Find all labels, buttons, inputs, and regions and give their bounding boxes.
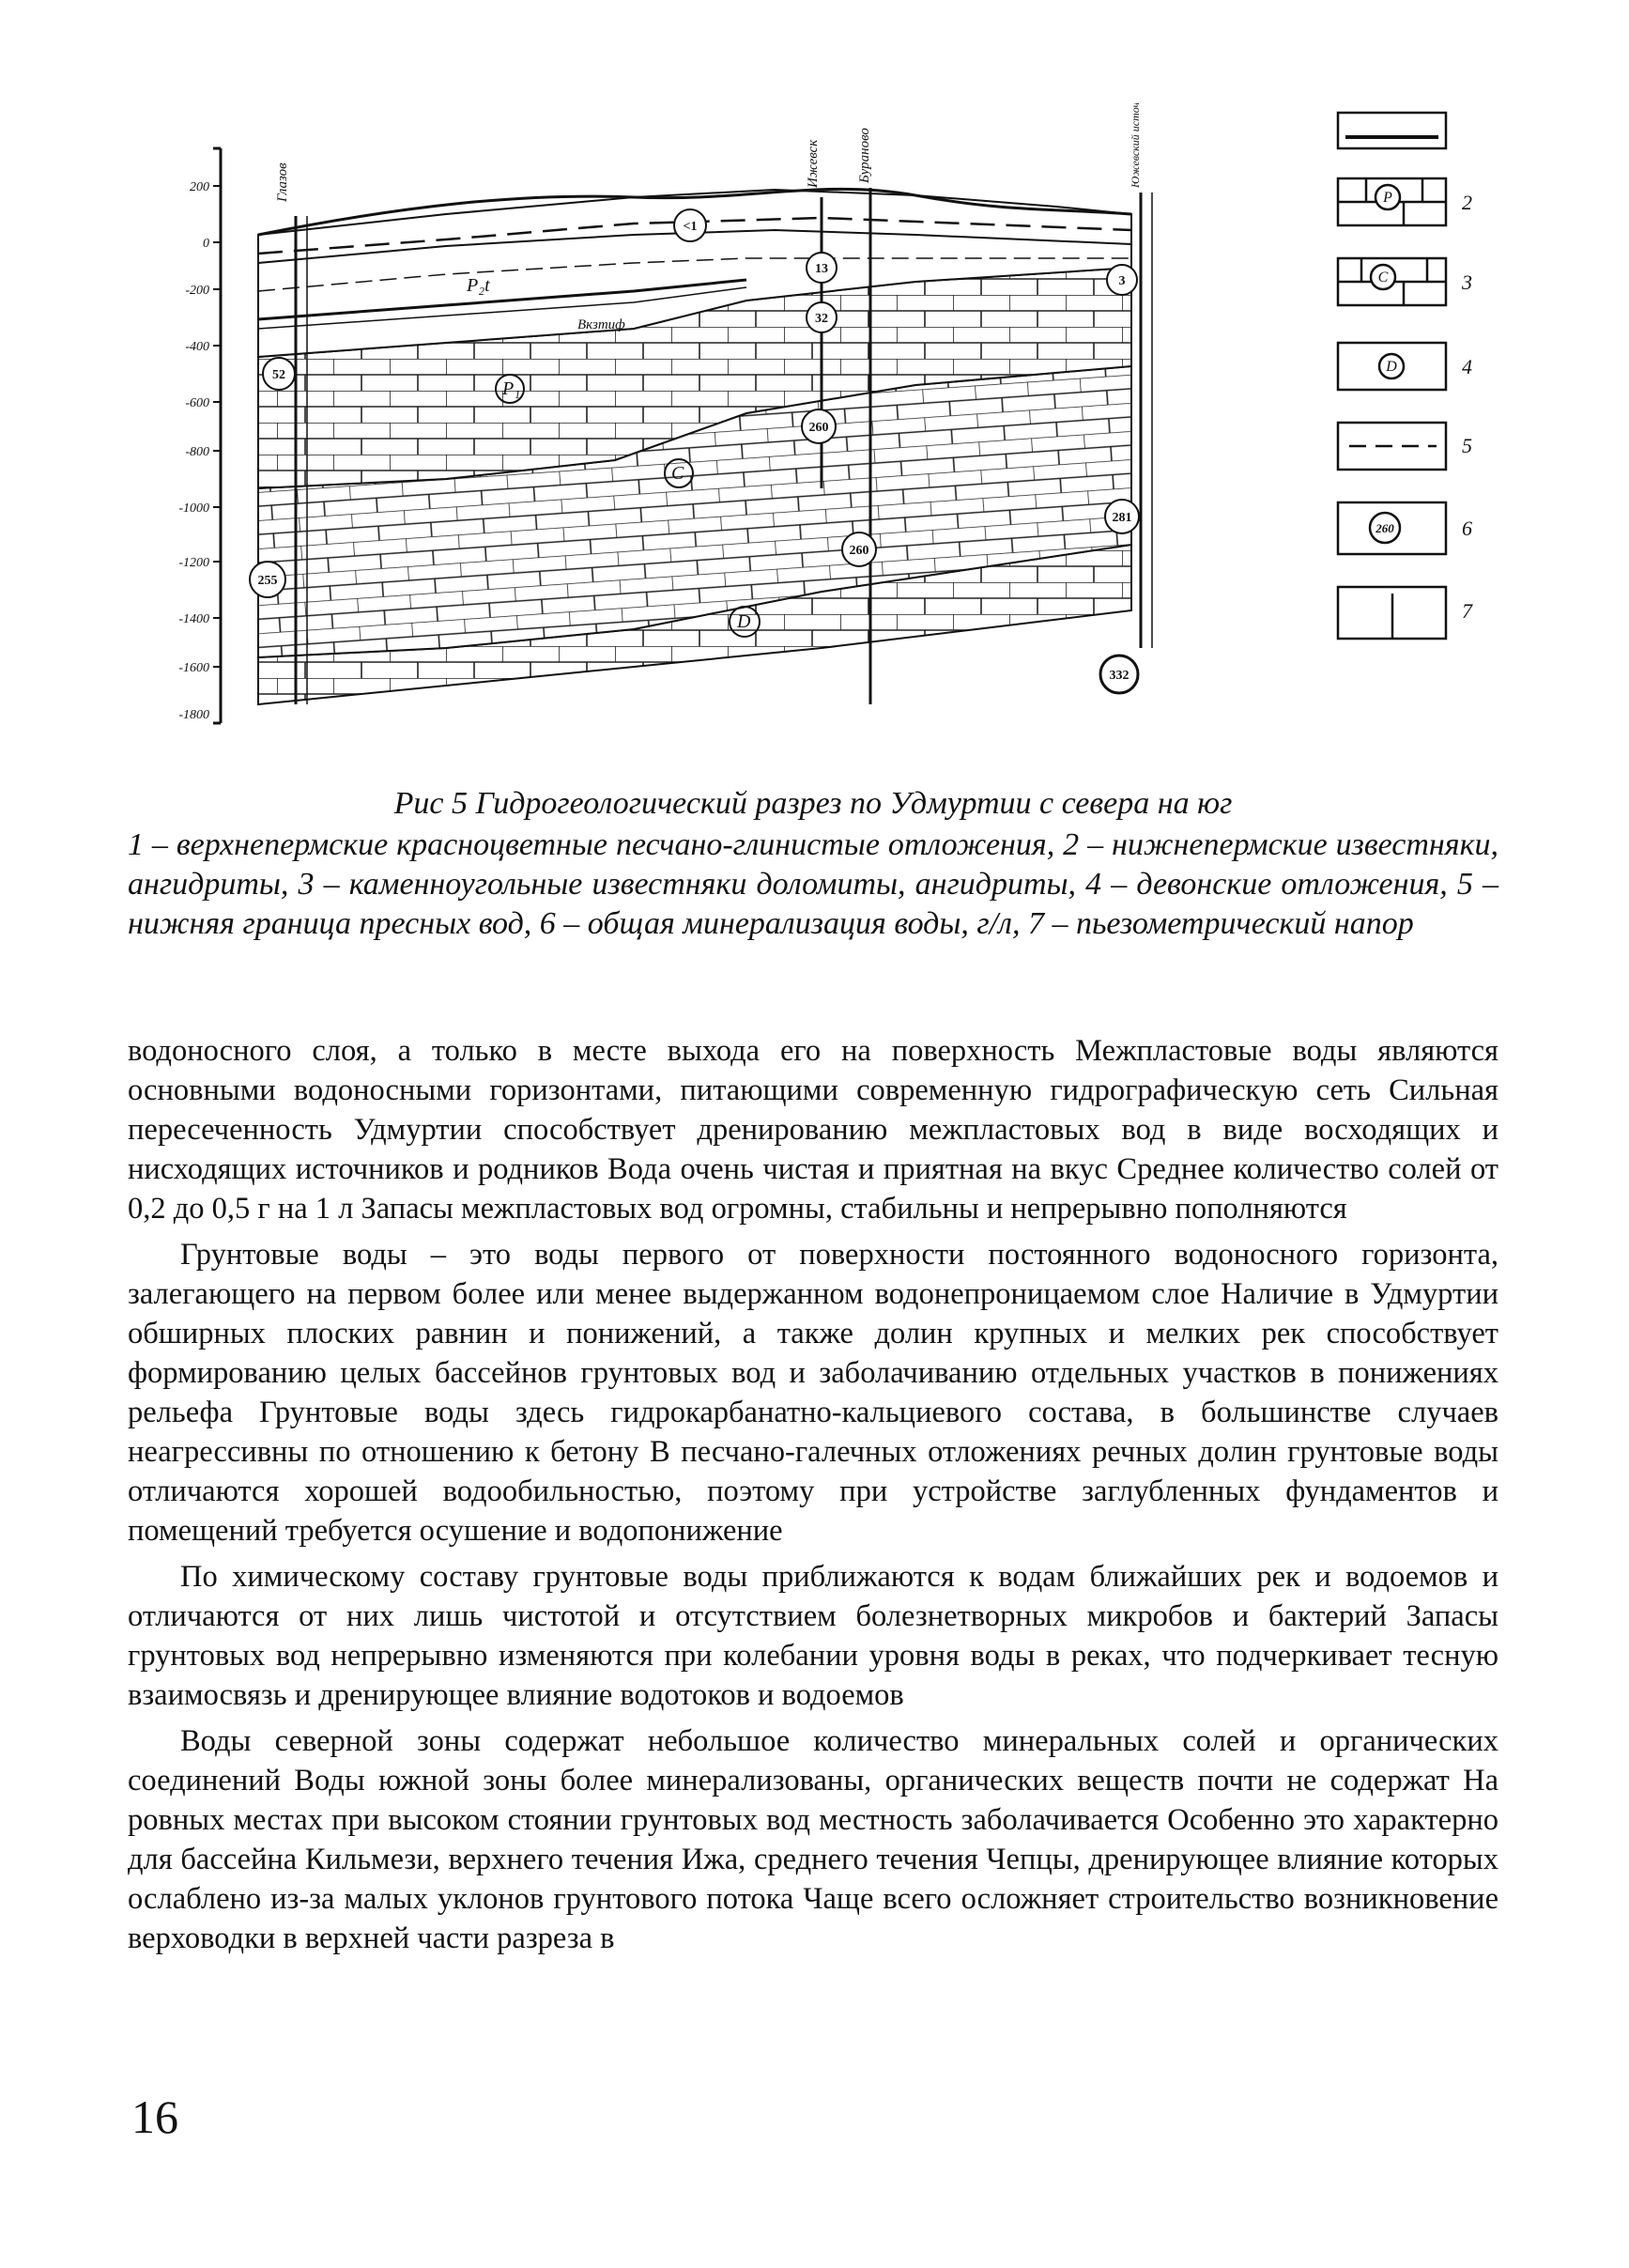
well-label: Глазов xyxy=(275,162,290,202)
depth-label: -1800 xyxy=(178,708,209,722)
mineralization-value: 13 xyxy=(815,262,828,276)
cross-section-drawing xyxy=(164,103,1498,742)
legend-number: 3 xyxy=(1462,270,1472,294)
formation-label: Вкзтиф xyxy=(577,317,625,332)
depth-label: -800 xyxy=(185,445,209,459)
depth-label: -1000 xyxy=(178,501,209,516)
formation-label: P₁ xyxy=(502,378,521,399)
depth-label: 200 xyxy=(190,180,209,194)
mineralization-value: 281 xyxy=(1112,511,1132,525)
caption-text: 1 – верхнепермские красноцветные песчано-глинистые отложения, 2 – нижнепермские известняки, ангидриты, 3 – каменноугольные известняки доломиты, ангидриты, 4 – девонские отложения, 5 – нижняя граница пресных вод, 6 – общая минерализация воды, г/л, 7 – пьезометрический напор xyxy=(128,827,1498,941)
caption-title: Рис 5 Гидрогеологический разрез по Удмуртии с севера на юг xyxy=(393,786,1233,821)
legend-symbol: P xyxy=(1383,190,1392,206)
paragraph: Грунтовые воды – это воды первого от поверхности постоянного водоносного горизонта, залегающего на первом более или менее выдержанном водонепроницаемом слое Наличие в Удмуртии обширных плоских равнин и понижений, а также долин крупных и мелких рек способствует формированию целых бассейнов грунтовых вод и заболачиванию отдельных участков в понижениях рельефа Грунтовые воды здесь гидрокарбанатно-кальциевого состава, в большинстве случаев неагрессивны по отношению к бетону В песчано-галечных отложениях речных долин грунтовые воды отличаются хорошей водообильностью, поэтому при устройстве заглубленных фундаментов и помещений требуется осушение и водопонижение xyxy=(128,1238,1498,1548)
paragraph: Воды северной зоны содержат небольшое количество минеральных солей и органических соединений Воды южной зоны более минерализованы, органических веществ почти не содержат На ровных местах при высоком стоянии грунтовых вод местность заболачивается Особенно это характерно для бассейна Кильмези, верхнего течения Ижа, среднего течения Чепцы, дренирующее влияние которых ослаблено из-за малых уклонов грунтового потока Чаще всего осложняет строительство возникновение верховодки в верхней части разреза в xyxy=(128,1724,1498,1955)
well-label: Бураново xyxy=(857,128,872,183)
legend-number: 4 xyxy=(1462,355,1472,378)
depth-label: -200 xyxy=(185,284,209,298)
page-number: 16 xyxy=(131,2091,178,2143)
depth-label: -1400 xyxy=(178,612,209,626)
legend-number: 5 xyxy=(1462,434,1472,457)
mineralization-value: 52 xyxy=(272,368,285,382)
depth-label: -400 xyxy=(185,340,209,354)
legend-number: 7 xyxy=(1462,599,1472,623)
legend-symbol: D xyxy=(1386,359,1397,375)
legend-number: 2 xyxy=(1462,191,1472,214)
mineralization-value: 3 xyxy=(1118,274,1126,288)
paragraph: водоносного слоя, а только в месте выхода его на поверхность Межпластовые воды являются основными водоносными горизонтами, питающими современную гидрографическую сеть Сильная пересеченность Удмуртии способствует дренированию межпластовых вод в виде восходящих и нисходящих источников и родников Вода очень чистая и приятная на вкус Среднее количество солей от 0,2 до 0,5 г на 1 л Запасы межпластовых вод огромны, стабильны и непрерывно пополняются xyxy=(128,1034,1498,1226)
well-label: Южевский источник xyxy=(1129,103,1142,188)
depth-label: -1600 xyxy=(178,661,209,675)
depth-axis xyxy=(178,148,221,723)
formation-label: P₂t xyxy=(467,275,490,296)
formation-label: C xyxy=(671,463,684,484)
legend-number: 6 xyxy=(1462,517,1472,540)
paragraph: По химическому составу грунтовые воды приближаются к водам ближайших рек и водоемов и отличаются от них лишь чистотой и отсутствием болезнетворных микробов и бактерий Запасы грунтовых вод непрерывно изменяются при колебании уровня воды в реках, что подчеркивает тесную взаимосвязь и дренирующее влияние водотоков и водоемов xyxy=(128,1560,1498,1712)
mineralization-value: <1 xyxy=(683,220,698,234)
mineralization-value: 260 xyxy=(849,544,869,558)
legend-symbol: C xyxy=(1377,270,1389,285)
well-label: Ижевск xyxy=(806,139,821,188)
formation-label: D xyxy=(737,611,751,632)
hydrogeological-section-figure xyxy=(164,103,1498,742)
figure-caption xyxy=(128,784,1498,944)
mineralization-value: 255 xyxy=(257,574,278,588)
depth-label: 0 xyxy=(203,237,209,251)
body-text xyxy=(128,1031,1498,1965)
depth-label: -600 xyxy=(185,396,209,410)
mineralization-value: 260 xyxy=(808,421,829,435)
depth-label: -1200 xyxy=(178,556,209,570)
mineralization-value: 332 xyxy=(1109,669,1130,683)
geological-layers xyxy=(258,189,1131,704)
legend-symbol: 260 xyxy=(1375,521,1394,535)
mineralization-value: 32 xyxy=(815,312,828,326)
